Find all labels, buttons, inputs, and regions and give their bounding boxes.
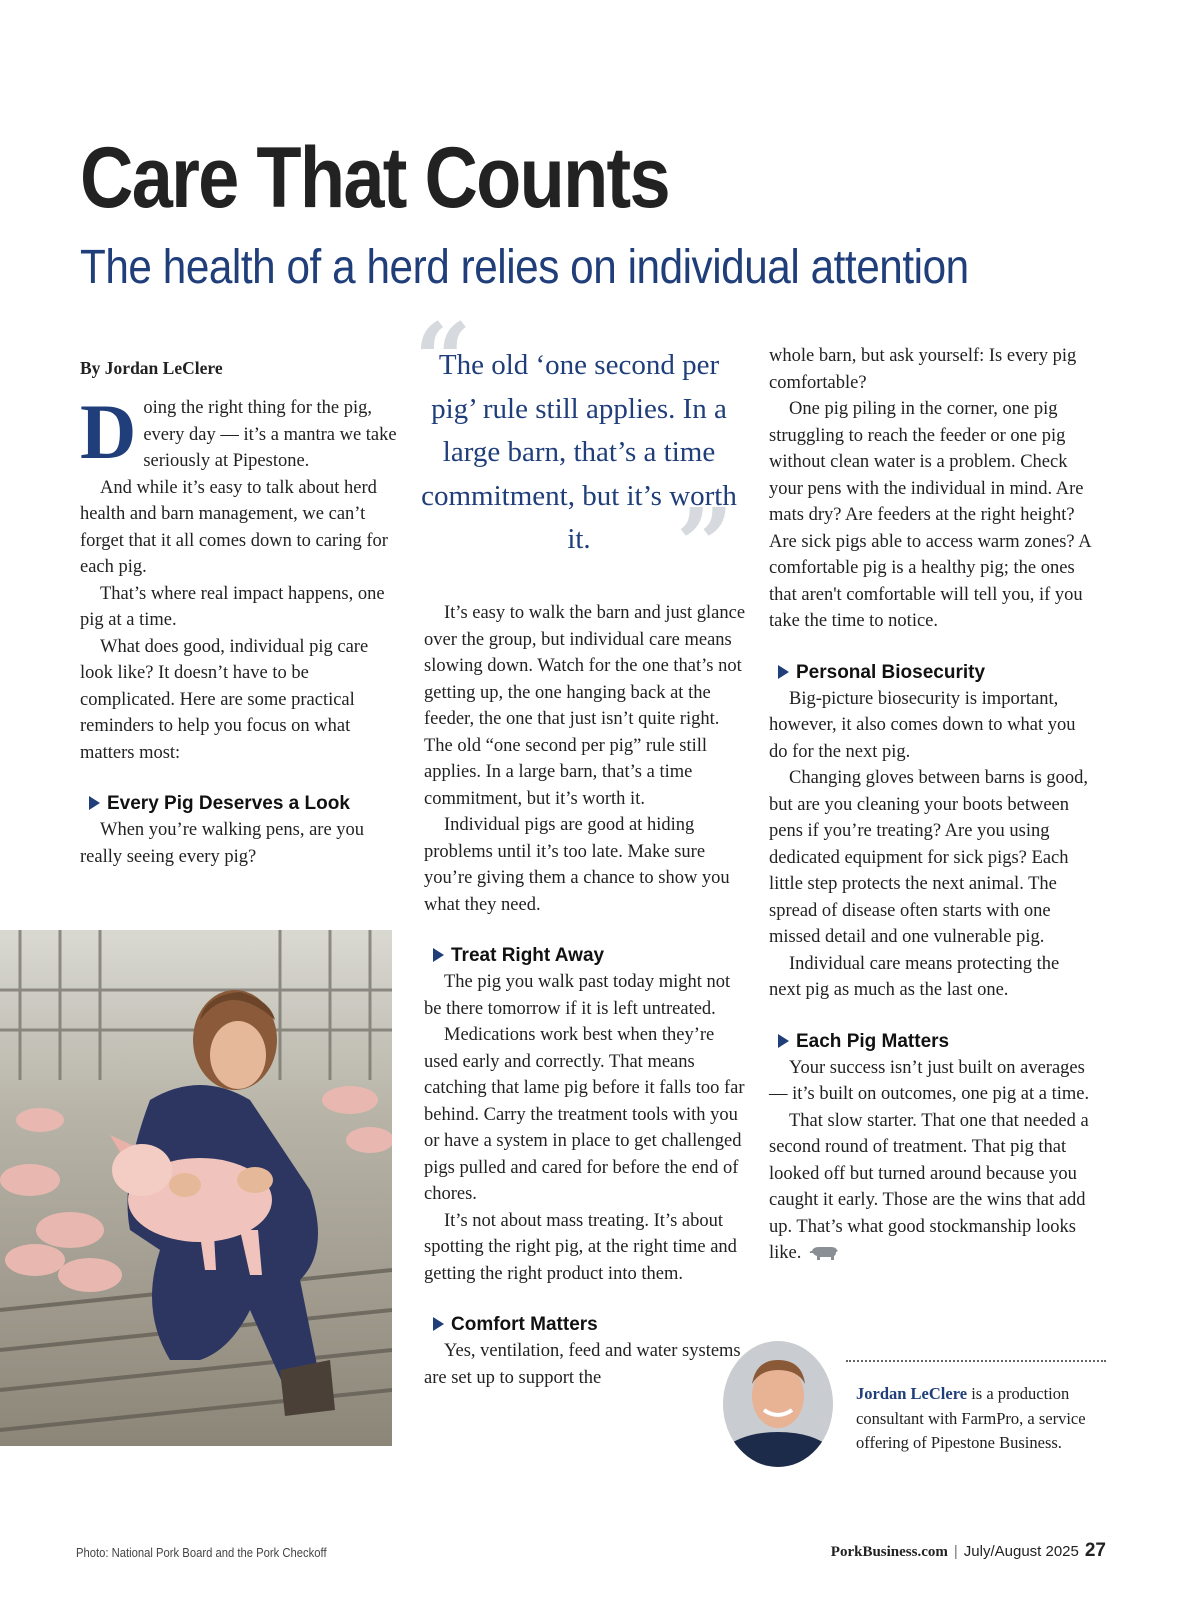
body-paragraph: It’s easy to walk the barn and just glance over the group, but individual care means slowing down. Watch for the one that’s not getting up, the one hanging back at the feeder, the one that just isn’t quite right. The old “one second per pig” rule still applies. In a large barn, that’s a time commitment, but it’s worth it.: [424, 603, 746, 809]
article-subtitle: The health of a herd relies on individual attention: [80, 241, 969, 294]
body-paragraph: One pig piling in the corner, one pig struggling to reach the feeder or one pig without clean water is a problem. Check your pens with the individual in mind. Are mats dry? Are feeders at the right height? Are sick pigs able to access warm zones? A comfortable pig is a healthy pig; the ones that aren't comfortable will tell you, if you take the time to notice.: [769, 399, 1091, 631]
column-1: [80, 388, 400, 870]
body-paragraph: [769, 1108, 1094, 1267]
photo-credit: Photo: National Pork Board and the Pork Checkoff: [76, 1546, 327, 1560]
section-heading-text: Each Pig Matters: [796, 1030, 950, 1052]
intro-paragraph: And while it’s easy to talk about herd health and barn management, we can’t forget that it all comes down to caring for each pig.: [80, 477, 388, 577]
close-quote-mark: ”: [676, 486, 734, 604]
section-heading-text: Personal Biosecurity: [796, 661, 986, 683]
triangle-right-icon: [433, 948, 444, 962]
pig-icon: [809, 1245, 839, 1261]
footer-separator: |: [953, 1543, 958, 1560]
intro-paragraph: That’s where real impact happens, one pig at a time.: [80, 583, 385, 630]
body-paragraph: Yes, ventilation, feed and water systems are set up to support the: [424, 1341, 741, 1388]
author-bio-name: Jordan LeClere: [856, 1384, 968, 1403]
section-heading: [424, 943, 746, 969]
section-heading-text: Comfort Matters: [451, 1314, 598, 1335]
triangle-right-icon: [778, 665, 789, 679]
triangle-right-icon: [778, 1034, 789, 1048]
section-heading-text: Treat Right Away: [451, 945, 605, 966]
body-paragraph: Your success isn’t just built on averages — it’s built on outcomes, one pig at a time.: [769, 1057, 1090, 1104]
author-bio-text: is a production consultant with FarmPro, a service offering of Pipestone Business.: [856, 1384, 1086, 1452]
body-paragraph: whole barn, but ask yourself: Is every pig comfortable?: [769, 346, 1077, 393]
byline: By Jordan LeClere: [80, 358, 223, 378]
section-heading: [769, 1029, 1094, 1055]
body-paragraph: Changing gloves between barns is good, but are you cleaning your boots between pens if you’re treating? Are you using dedicated equipment for sick pigs? Each little step protects the next animal. The spread of disease often starts with one missed detail and one vulnerable pig.: [769, 768, 1089, 947]
section-heading: [769, 660, 1094, 686]
triangle-right-icon: [89, 796, 100, 810]
drop-cap: D: [80, 388, 137, 475]
open-quote-mark: “: [414, 301, 472, 419]
triangle-right-icon: [433, 1317, 444, 1331]
footer-issue: July/August 2025: [963, 1543, 1079, 1560]
article-title: Care That Counts: [80, 130, 669, 226]
barn-photo-illustration: [0, 930, 392, 1446]
body-paragraph: The pig you walk past today might not be there tomorrow if it is left untreated.: [424, 972, 731, 1019]
body-paragraph: Medications work best when they’re used early and correctly. That means catching that lame pig before it falls too far behind. Carry the treatment tools with you or have a system in place to get challenged pigs pulled and cared for before the end of chores.: [424, 1025, 745, 1204]
section-heading: [424, 1312, 746, 1338]
body-paragraph: Individual care means protecting the next pig as much as the last one.: [769, 953, 1060, 1000]
page-number: 27: [1084, 1540, 1106, 1561]
body-paragraph: When you’re walking pens, are you really seeing every pig?: [80, 820, 365, 867]
body-paragraph: It’s not about mass treating. It’s about spotting the right pig, at the right time and getting the right product into them.: [424, 1210, 737, 1284]
section-heading-text: Every Pig Deserves a Look: [107, 793, 350, 814]
bio-divider: [846, 1360, 1106, 1362]
body-paragraph: Big-picture biosecurity is important, however, it also comes down to what you do for the next pig.: [769, 688, 1076, 762]
pull-quote: The old ‘one second per pig’ rule still applies. In a large barn, that’s a time commitment, but it’s worth it.: [421, 349, 737, 555]
author-bio: [856, 1382, 1116, 1456]
closing-text: That slow starter. That one that needed a second round of treatment. That pig that looked off but turned around because you caught it early. Those are the wins that add up. That’s what good stockmanship looks like.: [769, 1110, 1089, 1263]
photo-worker-holding-piglet: [0, 930, 392, 1446]
author-avatar-illustration: [722, 1340, 834, 1468]
intro-first-text: oing the right thing for the pig, every day — it’s a mantra we take seriously at Pipestone.: [143, 398, 397, 471]
footer-site: PorkBusiness.com: [830, 1544, 948, 1560]
column-2: [424, 600, 746, 1391]
author-headshot: [722, 1340, 834, 1468]
body-paragraph: Individual pigs are good at hiding problems until it’s too late. Make sure you’re giving them a chance to show you what they need.: [424, 815, 730, 915]
page-footer: [831, 1540, 1106, 1562]
intro-first-paragraph: [80, 388, 400, 475]
column-3: [769, 343, 1094, 1267]
section-heading: [80, 791, 400, 817]
intro-paragraph: What does good, individual pig care look like? It doesn’t have to be complicated. Here are some practical reminders to help you focus on what matters most:: [80, 636, 369, 763]
